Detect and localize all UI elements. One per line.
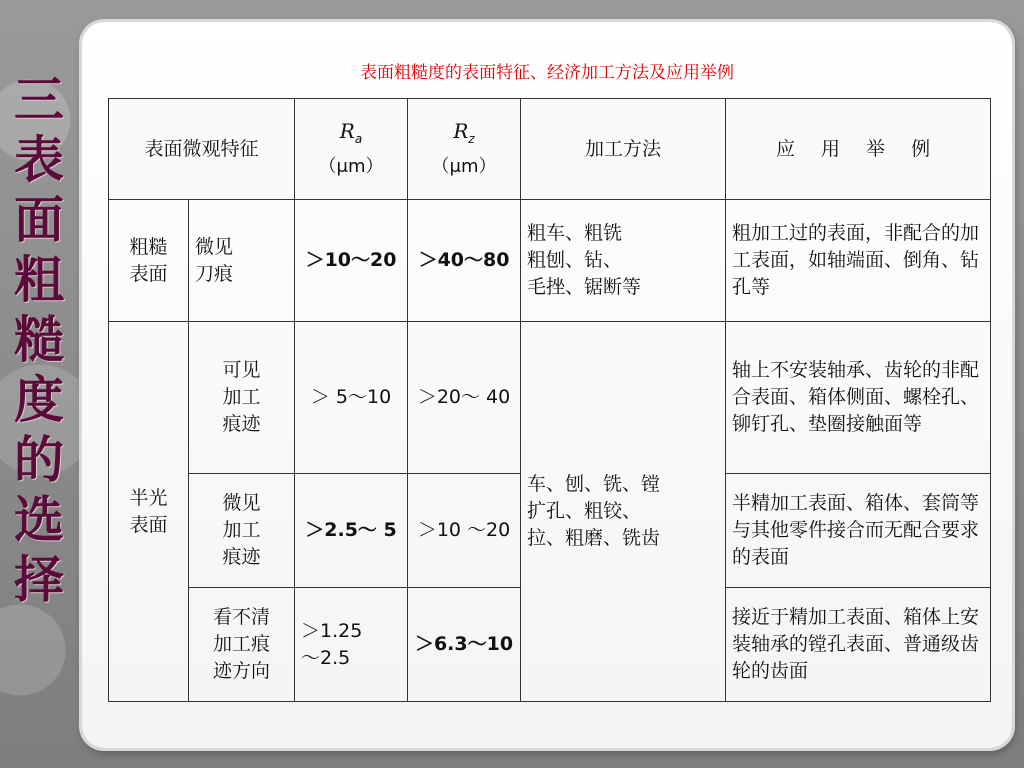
cell-semi-ra: ＞2.5～ 5 xyxy=(295,474,408,588)
cell-semi-application: 轴上不安装轴承、齿轮的非配合表面、箱体侧面、螺栓孔、铆钉孔、垫圈接触面等 xyxy=(726,322,991,474)
ra-unit: （μm） xyxy=(318,155,384,177)
side-title-char: 择 xyxy=(14,551,64,609)
side-title-char: 选 xyxy=(14,491,64,549)
slide-title: 表面粗糙度的表面特征、经济加工方法及应用举例 xyxy=(360,63,734,83)
header-feature: 表面微观特征 xyxy=(109,99,295,200)
rz-unit: （μm） xyxy=(431,155,497,177)
header-ra xyxy=(295,99,408,200)
cell-semi-sub: 微见 加工 痕迹 xyxy=(189,474,295,588)
cell-semi-sub: 可见 加工 痕迹 xyxy=(189,322,295,474)
cell-rough-ra: ＞10～20 xyxy=(295,200,408,322)
rz-subscript: z xyxy=(468,131,475,146)
cell-semi-rz: ＞6.3～10 xyxy=(408,588,521,702)
side-title xyxy=(6,70,72,610)
cell-semi-rz: ＞10 ～20 xyxy=(408,474,521,588)
cell-rough-rz: ＞40～80 xyxy=(408,200,521,322)
cell-semi-application: 接近于精加工表面、箱体上安装轴承的镗孔表面、普通级齿轮的齿面 xyxy=(726,588,991,702)
ra-subscript: a xyxy=(354,131,363,146)
header-method: 加工方法 xyxy=(521,99,726,200)
cell-semi-sub: 看不清 加工痕 迹方向 xyxy=(189,588,295,702)
side-title-char: 表 xyxy=(14,131,64,189)
slide-panel xyxy=(82,22,1012,748)
ra-symbol: R xyxy=(339,119,355,144)
table-row xyxy=(109,200,991,322)
cell-semi-group: 半光 表面 xyxy=(109,322,189,702)
side-title-char: 面 xyxy=(14,191,64,249)
side-title-char: 糙 xyxy=(14,311,64,369)
roughness-table xyxy=(108,98,991,702)
side-title-char: 的 xyxy=(14,431,64,489)
side-title-char: 度 xyxy=(14,371,64,429)
table-row xyxy=(109,322,991,474)
cell-semi-ra: ＞1.25 ～2.5 xyxy=(295,588,408,702)
rz-symbol: R xyxy=(453,119,469,144)
cell-rough-application: 粗加工过的表面，非配合的加工表面，如轴端面、倒角、钻孔等 xyxy=(726,200,991,322)
cell-rough-sub: 微见 刀痕 xyxy=(189,200,295,322)
header-rz xyxy=(408,99,521,200)
cell-rough-method: 粗车、粗铣 粗刨、钻、 毛挫、锯断等 xyxy=(521,200,726,322)
table-header-row xyxy=(109,99,991,200)
side-title-char: 粗 xyxy=(14,251,64,309)
cell-semi-rz: ＞20～ 40 xyxy=(408,322,521,474)
side-title-char: 三 xyxy=(14,71,64,129)
cell-semi-ra: ＞ 5～10 xyxy=(295,322,408,474)
cell-rough-group: 粗糙 表面 xyxy=(109,200,189,322)
cell-semi-application: 半精加工表面、箱体、套筒等与其他零件接合而无配合要求的表面 xyxy=(726,474,991,588)
header-application: 应 用 举 例 xyxy=(726,99,991,200)
cell-semi-method: 车、刨、铣、镗 扩孔、粗铰、 拉、粗磨、铣齿 xyxy=(521,322,726,702)
